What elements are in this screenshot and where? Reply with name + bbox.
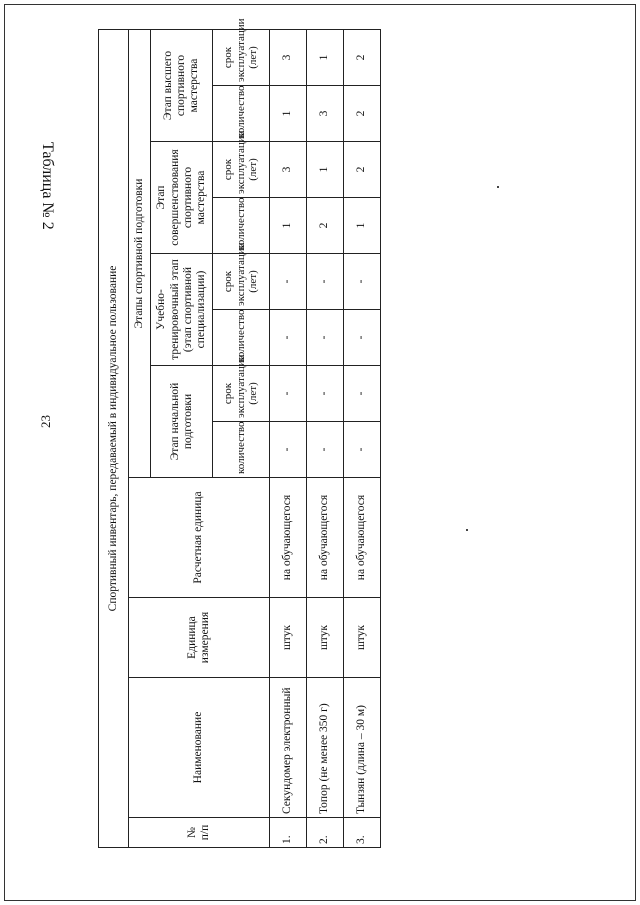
row-calc-unit: на обучающегося (343, 478, 380, 598)
row-unit: штук (306, 598, 343, 678)
col-header-num: № п/п (129, 818, 269, 848)
table-number-title: Таблица № 2 (39, 142, 56, 230)
equipment-table (98, 18, 381, 848)
table-row (269, 29, 306, 847)
row-value: - (306, 254, 343, 310)
row-unit: штук (269, 598, 306, 678)
stage-higher: Этап высшего спортивного мастерства (151, 29, 213, 141)
page-number: 23 (38, 415, 53, 428)
row-value: 3 (269, 142, 306, 198)
table-row (306, 29, 343, 847)
row-value: - (343, 310, 380, 366)
row-value: - (306, 366, 343, 422)
subheader-qty: количество (213, 310, 269, 366)
row-name: Топор (не менее 350 г) (306, 678, 343, 818)
table-caption: Спортивный инвентарь, передаваемый в индивидуальное пользование (99, 29, 129, 847)
row-calc-unit: на обучающегося (306, 478, 343, 598)
row-value: 1 (343, 198, 380, 254)
row-name: Секундомер электронный (269, 678, 306, 818)
col-header-calc-unit: Расчетная единица (129, 478, 269, 598)
row-value: - (343, 366, 380, 422)
row-value: - (343, 422, 380, 478)
row-value: 2 (343, 142, 380, 198)
speck (466, 529, 468, 531)
col-header-unit: Единица измерения (129, 598, 269, 678)
row-value: 3 (306, 86, 343, 142)
row-value: - (269, 310, 306, 366)
col-header-stages: Этапы спортивной подготовки (129, 29, 151, 477)
speck (497, 186, 499, 188)
subheader-term: срок эксплуатации (лет) (213, 254, 269, 310)
row-num: 1. (269, 818, 306, 848)
row-num: 2. (306, 818, 343, 848)
row-value: - (269, 422, 306, 478)
row-name: Тынзян (длина – 30 м) (343, 678, 380, 818)
row-value: 1 (306, 142, 343, 198)
row-value: 1 (269, 198, 306, 254)
col-header-name: Наименование (129, 678, 269, 818)
row-value: 1 (306, 29, 343, 85)
row-calc-unit: на обучающегося (269, 478, 306, 598)
stage-improvement: Этап совершенствования спортивного мастерства (151, 142, 213, 254)
subheader-term: срок эксплуатации (лет) (213, 142, 269, 198)
row-value: - (343, 254, 380, 310)
equipment-table-rotated (98, 18, 381, 848)
row-num: 3. (343, 818, 380, 848)
row-value: 2 (343, 86, 380, 142)
row-unit: штук (343, 598, 380, 678)
row-value: - (306, 310, 343, 366)
stage-initial: Этап начальной подготовки (151, 366, 213, 478)
row-value: 3 (269, 29, 306, 85)
subheader-term: срок эксплуатации (лет) (213, 366, 269, 422)
row-value: 2 (306, 198, 343, 254)
stage-training: Учебно-тренировочный этап (этап спортивной специализации) (151, 254, 213, 366)
row-value: - (306, 422, 343, 478)
row-value: 1 (269, 86, 306, 142)
row-value: 2 (343, 29, 380, 85)
subheader-qty: количество (213, 422, 269, 478)
subheader-qty: количество (213, 86, 269, 142)
row-value: - (269, 254, 306, 310)
row-value: - (269, 366, 306, 422)
table-row (343, 29, 380, 847)
subheader-term: срок эксплуатации (лет) (213, 29, 269, 85)
subheader-qty: количество (213, 198, 269, 254)
